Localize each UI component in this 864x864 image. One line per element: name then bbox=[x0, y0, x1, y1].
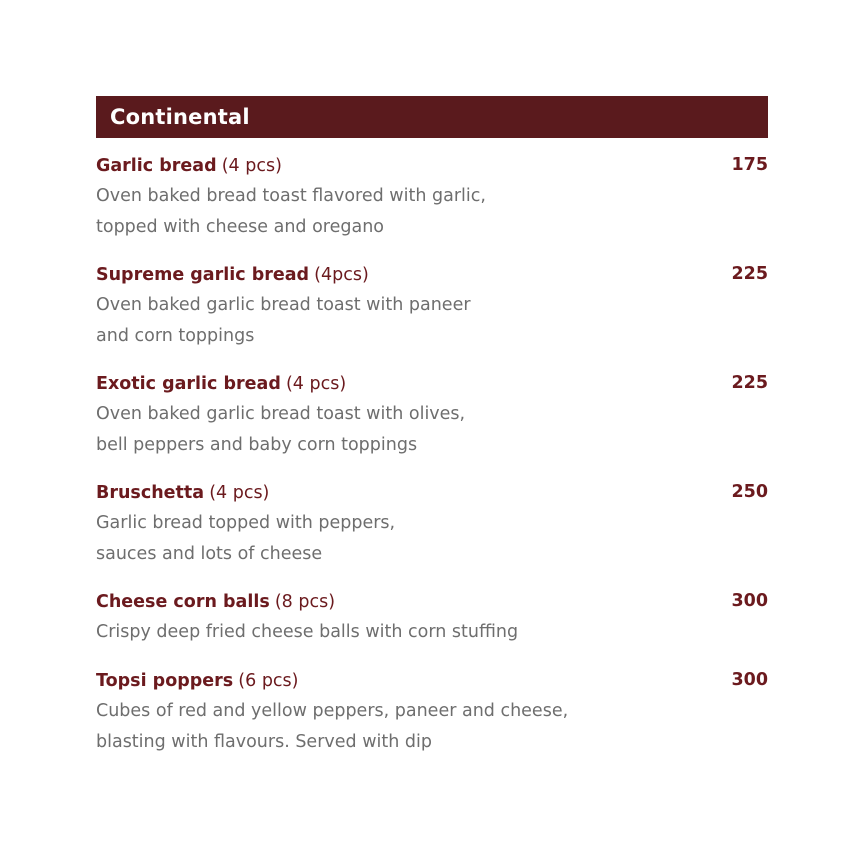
item-description-line: Oven baked garlic bread toast with paneer bbox=[96, 295, 471, 315]
menu-item bbox=[96, 259, 768, 352]
item-name: Cheese corn balls bbox=[96, 592, 270, 612]
item-quantity: (8 pcs) bbox=[274, 592, 336, 612]
item-description-line: and corn toppings bbox=[96, 326, 255, 346]
item-description-line: bell peppers and baby corn toppings bbox=[96, 435, 418, 455]
item-heading bbox=[96, 368, 768, 399]
item-quantity: (4 pcs) bbox=[221, 156, 282, 176]
menu-item bbox=[96, 665, 768, 758]
item-price: 175 bbox=[731, 155, 768, 175]
item-name: Topsi poppers bbox=[96, 671, 234, 691]
item-quantity: (4pcs) bbox=[314, 265, 369, 285]
item-quantity: (4 pcs) bbox=[209, 483, 270, 503]
item-heading bbox=[96, 477, 768, 508]
item-description-line: blasting with flavours. Served with dip bbox=[96, 732, 432, 752]
menu-item bbox=[96, 477, 768, 570]
item-quantity: (4 pcs) bbox=[285, 374, 347, 394]
item-heading bbox=[96, 259, 768, 290]
section-header bbox=[96, 96, 768, 138]
item-description-line: Oven baked garlic bread toast with olives, bbox=[96, 404, 466, 424]
item-heading bbox=[96, 586, 768, 617]
item-price: 225 bbox=[731, 264, 768, 284]
item-description-line: Oven baked bread toast flavored with garlic, bbox=[96, 186, 486, 206]
menu-item bbox=[96, 586, 768, 648]
item-price: 300 bbox=[731, 591, 768, 611]
item-description-line: sauces and lots of cheese bbox=[96, 544, 323, 564]
item-price: 225 bbox=[731, 373, 768, 393]
item-description-line: Garlic bread topped with peppers, bbox=[96, 513, 396, 533]
item-description-line: topped with cheese and oregano bbox=[96, 217, 385, 237]
menu-item bbox=[96, 368, 768, 461]
item-description-line: Cubes of red and yellow peppers, paneer and cheese, bbox=[96, 701, 569, 721]
menu-item bbox=[96, 150, 768, 243]
item-name: Exotic garlic bread bbox=[96, 374, 281, 394]
item-price: 250 bbox=[731, 482, 768, 502]
item-name: Supreme garlic bread bbox=[96, 265, 310, 285]
item-description-line: Crispy deep fried cheese balls with corn stuffing bbox=[96, 622, 519, 642]
item-price: 300 bbox=[731, 670, 768, 690]
menu-section bbox=[96, 96, 768, 758]
item-heading bbox=[96, 150, 768, 181]
item-heading bbox=[96, 665, 768, 696]
item-quantity: (6 pcs) bbox=[238, 671, 299, 691]
section-title: Continental bbox=[110, 105, 250, 129]
item-name: Garlic bread bbox=[96, 156, 217, 176]
item-name: Bruschetta bbox=[96, 483, 205, 503]
